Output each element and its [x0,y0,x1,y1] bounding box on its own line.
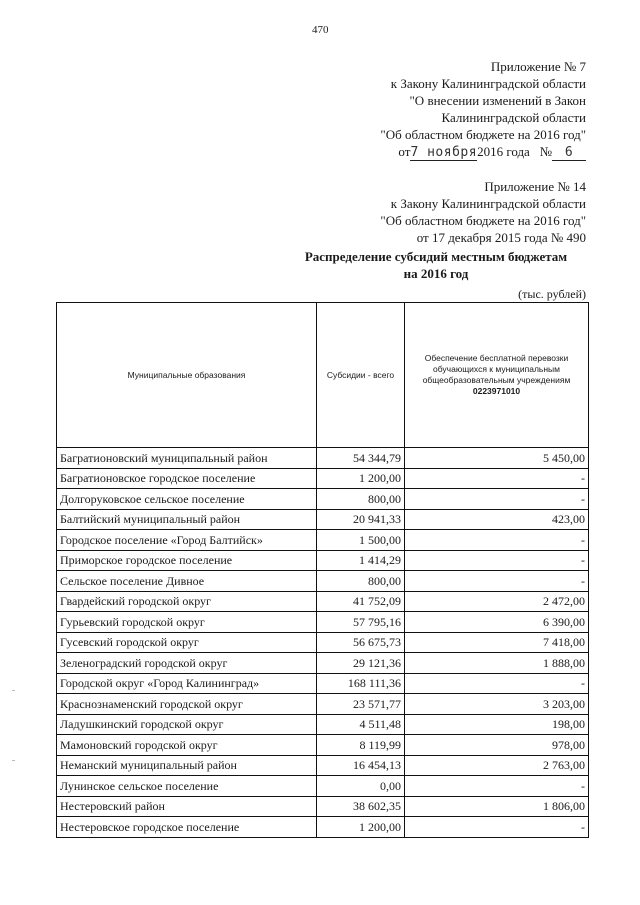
appendix-7-title: Приложение № 7 [490,59,586,74]
number-prefix: № [539,144,552,159]
units-note: (тыс. рублей) [518,287,586,301]
cell-total: 56 675,73 [317,632,405,653]
table-row [57,550,589,571]
cell-total: 20 941,33 [317,509,405,530]
cell-municipality: Зеленоградский городской округ [57,653,317,674]
table-row [57,632,589,653]
cell-municipality: Балтийский муниципальный район [57,509,317,530]
cell-transport: 2 763,00 [405,755,589,776]
cell-transport: 3 203,00 [405,694,589,715]
cell-municipality: Нестеровский район [57,796,317,817]
cell-total: 29 121,36 [317,653,405,674]
cell-total: 0,00 [317,776,405,797]
cell-transport: - [405,550,589,571]
cell-total: 1 414,29 [317,550,405,571]
header-transport-text: Обеспечение бесплатной перевозки обучающихся к муниципальным общеобразовательным учреждениям [422,353,571,385]
cell-transport: 7 418,00 [405,632,589,653]
cell-total: 23 571,77 [317,694,405,715]
table-row [57,673,589,694]
document-title [286,248,586,282]
table-row [57,714,589,735]
cell-transport: - [405,571,589,592]
page-number: 470 [312,24,329,36]
table-row [57,796,589,817]
table-row [57,489,589,510]
cell-total: 1 200,00 [317,817,405,838]
margin-mark [12,760,15,761]
table-row [57,591,589,612]
cell-transport: 1 888,00 [405,653,589,674]
year-text: 2016 года [477,144,530,159]
document-title-line1: Распределение субсидий местным бюджетам [304,249,568,264]
appendix-7-date-line [380,143,586,161]
cell-municipality: Мамоновский городской округ [57,735,317,756]
cell-municipality: Городской округ «Город Калининград» [57,673,317,694]
cell-transport: 423,00 [405,509,589,530]
header-transport-code: 0223971010 [472,386,521,396]
handwritten-number: 6 [552,146,586,161]
appendix-7-header [380,58,586,161]
cell-transport: - [405,530,589,551]
margin-mark [12,690,15,691]
cell-total: 1 500,00 [317,530,405,551]
appendix-7-line4: "Об областном бюджете на 2016 год" [380,127,586,142]
table-row [57,509,589,530]
cell-total: 1 200,00 [317,468,405,489]
cell-transport: 978,00 [405,735,589,756]
date-prefix: от [398,144,411,159]
cell-total: 8 119,99 [317,735,405,756]
cell-transport: - [405,673,589,694]
appendix-7-line1: к Закону Калининградской области [390,76,586,91]
cell-total: 38 602,35 [317,796,405,817]
cell-transport: - [405,468,589,489]
table-row [57,530,589,551]
cell-total: 41 752,09 [317,591,405,612]
cell-total: 800,00 [317,571,405,592]
appendix-14-line2: "Об областном бюджете на 2016 год" [380,213,586,228]
table-body [57,448,589,838]
appendix-14-title: Приложение № 14 [484,179,586,194]
cell-municipality: Долгоруковское сельское поселение [57,489,317,510]
table-row [57,776,589,797]
header-total: Субсидии - всего [317,303,405,448]
subsidies-table [56,302,589,838]
cell-municipality: Неманский муниципальный район [57,755,317,776]
cell-municipality: Гвардейский городской округ [57,591,317,612]
cell-total: 4 511,48 [317,714,405,735]
cell-municipality: Ладушкинский городской округ [57,714,317,735]
cell-municipality: Лунинское сельское поселение [57,776,317,797]
cell-transport: - [405,776,589,797]
table-row [57,735,589,756]
cell-total: 16 454,13 [317,755,405,776]
table-header-row [57,303,589,448]
cell-transport: 198,00 [405,714,589,735]
cell-municipality: Гурьевский городской округ [57,612,317,633]
appendix-14-line3: от 17 декабря 2015 года № 490 [416,230,586,245]
appendix-7-line3: Калининградской области [441,110,586,125]
document-title-line2: на 2016 год [403,266,469,281]
cell-municipality: Краснознаменский городской округ [57,694,317,715]
table-row [57,612,589,633]
table-row [57,817,589,838]
cell-municipality: Багратионовское городское поселение [57,468,317,489]
table-row [57,468,589,489]
table-row [57,755,589,776]
cell-municipality: Нестеровское городское поселение [57,817,317,838]
cell-total: 57 795,16 [317,612,405,633]
table-row [57,571,589,592]
appendix-14-line1: к Закону Калининградской области [390,196,586,211]
cell-transport: 5 450,00 [405,448,589,469]
cell-municipality: Багратионовский муниципальный район [57,448,317,469]
cell-municipality: Гусевский городской округ [57,632,317,653]
table-row [57,694,589,715]
cell-total: 800,00 [317,489,405,510]
handwritten-date: 7 ноября [410,145,478,160]
cell-total: 54 344,79 [317,448,405,469]
appendix-7-line2: "О внесении изменений в Закон [409,93,586,108]
appendix-14-header [380,178,586,246]
cell-transport: 2 472,00 [405,591,589,612]
cell-municipality: Сельское поселение Дивное [57,571,317,592]
header-transport [405,303,589,448]
cell-transport: 6 390,00 [405,612,589,633]
table-row [57,653,589,674]
cell-total: 168 111,36 [317,673,405,694]
cell-transport: 1 806,00 [405,796,589,817]
cell-municipality: Приморское городское поселение [57,550,317,571]
table-row [57,448,589,469]
cell-transport: - [405,817,589,838]
header-municipality: Муниципальные образования [57,303,317,448]
cell-municipality: Городское поселение «Город Балтийск» [57,530,317,551]
cell-transport: - [405,489,589,510]
